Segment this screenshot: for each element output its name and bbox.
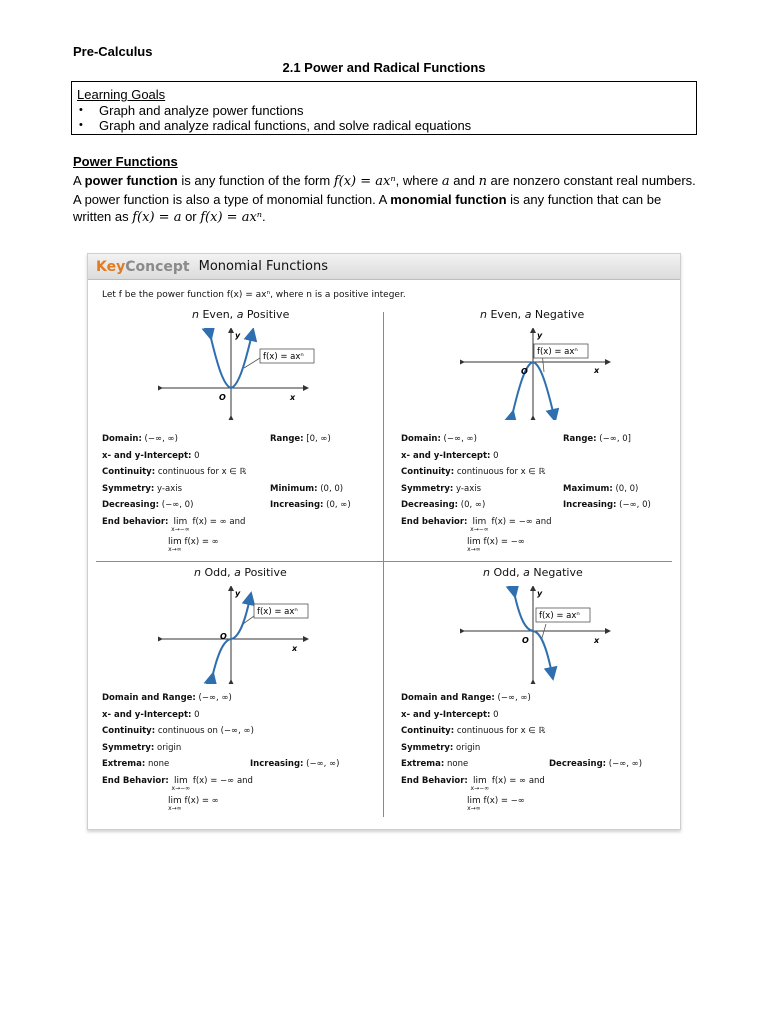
prop-label: Increasing: [250,759,304,769]
text: is any function that can be written as [73,191,662,224]
prop-value: (0, ∞) [323,500,351,510]
origin-label: O [219,393,226,402]
variable-n: n [478,174,487,189]
lim-value: f(x) = −∞ [483,536,525,547]
title-end: Negative [531,308,585,321]
title-end: Positive [240,566,287,579]
prop-value: origin [154,742,182,753]
prop-label: Domain and Range: [401,693,495,703]
lim-word: lim [467,795,481,806]
prop-row [401,690,671,707]
properties-odd-positive [102,690,372,813]
lim-value: f(x) = ∞ [192,516,227,527]
prop-row [102,740,372,757]
prop-label: Decreasing: [401,500,459,510]
y-axis-label: y [537,331,543,340]
prop-value: (−∞, ∞) [303,759,340,769]
end-behavior-row [401,514,671,534]
section-title [0,60,768,75]
key-concept-name: Monomial Functions [198,259,329,274]
prop-row [102,690,372,707]
limit [171,518,190,534]
power-functions-heading: Power Functions [73,154,178,169]
limit [470,518,489,534]
title-a: a [234,566,241,579]
y-axis-label: y [235,331,241,340]
origin-label: O [220,632,227,641]
learning-goals-heading: Learning Goals [77,87,166,102]
prop-row [401,448,671,465]
prop-label: Extrema: [401,759,445,769]
fx-label: f(x) = axⁿ [257,607,298,617]
limit [168,797,182,813]
text: or [181,209,201,224]
prop-label: x- and y-Intercept: [401,709,491,720]
prop-row [401,497,671,514]
end-behavior-row [102,773,372,793]
prop-value: (−∞, ∞) [606,759,643,769]
origin-label: O [521,367,528,376]
text: is any function of the form [177,173,334,188]
fx-label: f(x) = axⁿ [537,347,578,357]
prop-label: Domain: [102,434,142,444]
limit [172,777,191,793]
text: A [73,173,85,188]
prop-row [102,481,372,498]
title-end: Positive [243,308,290,321]
prop-label: Domain: [401,434,441,444]
prop-label: Decreasing: [102,500,160,510]
title-mid: Odd, [489,566,524,579]
key-concept-key: Key [96,258,126,275]
prop-row [401,464,671,481]
prop-label: Symmetry: [102,742,155,753]
prop-label: Increasing: [270,500,324,510]
lim-value: f(x) = −∞ [192,775,235,786]
lim-sub: x→−∞ [171,784,191,792]
horizontal-divider [96,561,672,562]
prop-label: Maximum: [563,483,613,494]
text: . [262,209,266,224]
lim-word: lim [168,536,182,547]
end-behavior-label: End behavior: [401,516,468,527]
prop-label: Range: [563,434,597,444]
fx-label: f(x) = axⁿ [263,352,304,362]
lim-word: lim [472,775,487,786]
prop-value: (−∞, 0] [596,434,631,444]
title-mid: Even, [486,308,525,321]
prop-value: (−∞, ∞) [141,434,178,444]
title-a: a [524,308,532,321]
fx-label: f(x) = axⁿ [539,611,580,621]
text: and [449,173,479,188]
title-n: n [483,566,490,579]
and-word: and [535,516,552,527]
properties-even-positive [102,431,372,554]
prop-label: x- and y-Intercept: [401,450,491,461]
lim-word: lim [472,516,487,527]
power-functions-paragraph [73,172,698,227]
prop-label: Domain and Range: [102,693,196,703]
lim-sub: x→∞ [467,804,481,812]
lim-sub: x→∞ [168,545,182,553]
prop-value: (−∞, 0) [616,500,651,510]
prop-row [102,756,372,773]
term-power-function: power function [84,173,178,188]
key-concept-box [87,253,681,830]
quadrant-title-odd-positive [194,566,287,579]
prop-value: none [444,759,469,769]
x-axis-label: x [594,366,600,375]
title-n: n [194,566,201,579]
learning-goals-box [71,81,697,135]
prop-row [102,431,372,448]
prop-value: continuous for x ∈ ℝ [454,726,546,736]
prop-row [102,707,372,724]
prop-value: (0, 0) [317,483,344,494]
lim-word: lim [168,795,182,806]
end-behavior-label: End behavior: [102,516,169,527]
prop-label: Range: [270,434,304,444]
x-axis-label: x [292,644,298,653]
prop-value: (−∞, ∞) [195,693,232,703]
prop-value: continuous for x ∈ ℝ [454,467,546,477]
vertical-divider [383,312,384,817]
text: are nonzero constant real numbers. A power function is also a type of monomial function. A [73,173,696,207]
title-n: n [192,308,199,321]
title-n: n [480,308,487,321]
limit [467,797,481,813]
and-word: and [236,775,253,786]
prop-value: (−∞, ∞) [494,693,531,703]
prop-label: Continuity: [102,726,156,736]
end-behavior-label: End Behavior: [102,775,169,786]
prop-row [401,431,671,448]
title-end: Negative [529,566,583,579]
title-a: a [523,566,530,579]
prop-row [401,707,671,724]
key-concept-concept: Concept [125,258,190,275]
key-concept-header [88,254,680,280]
end-behavior-row [401,773,671,793]
lim-word: lim [173,775,188,786]
end-behavior-row-2 [102,793,372,813]
text: , where [395,173,442,188]
prop-row [102,723,372,740]
quadrant-title-even-positive [192,308,289,321]
limit [467,538,481,554]
x-axis-label: x [594,636,600,645]
lim-word: lim [173,516,188,527]
graph-even-negative [460,328,620,420]
prop-row [401,756,671,773]
prop-value: none [145,759,170,769]
prop-label: Symmetry: [401,483,454,494]
title-mid: Even, [198,308,237,321]
quadrant-title-even-negative [480,308,584,321]
prop-value: (0, 0) [612,483,639,494]
prop-row [102,497,372,514]
prop-value: 0 [490,450,499,461]
end-behavior-row-2 [401,534,671,554]
prop-value: continuous on (−∞, ∞) [155,726,254,736]
quadrant-title-odd-negative [483,566,583,579]
prop-row [102,448,372,465]
prop-value: (−∞, ∞) [440,434,477,444]
graph-odd-negative [460,586,620,684]
prop-label: x- and y-Intercept: [102,450,192,461]
lim-value: f(x) = ∞ [491,775,527,786]
equation: f(x) = axⁿ [333,174,396,189]
properties-even-negative [401,431,671,554]
key-concept-intro: Let f be the power function f(x) = axⁿ, where n is a positive integer. [102,290,406,300]
section-title-text: 2.1 Power and Radical Functions [282,60,486,75]
and-word: and [229,516,246,527]
origin-label: O [522,636,529,645]
properties-odd-negative [401,690,671,813]
graph-odd-positive [158,586,318,684]
term-monomial-function: monomial function [390,191,507,207]
title-a: a [236,308,244,321]
prop-value: y-axis [154,483,183,494]
lim-sub: x→−∞ [171,525,190,533]
end-behavior-row-2 [102,534,372,554]
prop-row [102,464,372,481]
equation: f(x) = axⁿ [200,210,263,225]
prop-row [401,740,671,757]
lim-sub: x→−∞ [470,525,489,533]
prop-label: Symmetry: [401,742,454,753]
x-axis-label: x [290,393,296,402]
prop-value: 0 [191,709,200,720]
prop-row [401,723,671,740]
lim-value: f(x) = −∞ [483,795,525,806]
y-axis-label: y [235,589,241,598]
lim-sub: x→∞ [467,545,481,553]
prop-value: continuous for x ∈ ℝ [155,467,247,477]
equation: f(x) = a [132,210,182,225]
end-behavior-row [102,514,372,534]
and-word: and [528,775,545,786]
prop-label: Increasing: [563,500,617,510]
prop-value: [0, ∞) [303,434,331,444]
prop-value: (0, ∞) [458,500,486,510]
prop-label: Decreasing: [549,759,607,769]
lim-sub: x→∞ [168,804,182,812]
prop-label: x- and y-Intercept: [102,709,192,720]
prop-label: Minimum: [270,483,318,494]
end-behavior-row-2 [401,793,671,813]
prop-label: Continuity: [401,726,455,736]
lim-word: lim [467,536,481,547]
prop-value: origin [453,742,481,753]
limit [471,777,490,793]
learning-goal-item: • Graph and analyze power functions [77,103,696,119]
variable-a: a [441,174,450,189]
prop-label: Extrema: [102,759,146,769]
prop-value: (−∞, 0) [159,500,194,510]
learning-goal-item: • Graph and analyze radical functions, and solve radical equations [77,118,696,134]
lim-value: f(x) = ∞ [184,795,219,806]
prop-label: Continuity: [401,467,455,477]
lim-value: f(x) = ∞ [184,536,219,547]
prop-value: 0 [191,450,200,461]
lim-value: f(x) = −∞ [491,516,533,527]
prop-value: 0 [490,709,499,720]
y-axis-label: y [537,589,543,598]
limit [168,538,182,554]
prop-row [401,481,671,498]
graph-even-positive [158,328,318,420]
prop-value: y-axis [453,483,482,494]
end-behavior-label: End Behavior: [401,775,468,786]
prop-label: Continuity: [102,467,156,477]
title-mid: Odd, [200,566,235,579]
lim-sub: x→−∞ [470,784,490,792]
course-title: Pre-Calculus [73,44,153,59]
prop-label: Symmetry: [102,483,155,494]
